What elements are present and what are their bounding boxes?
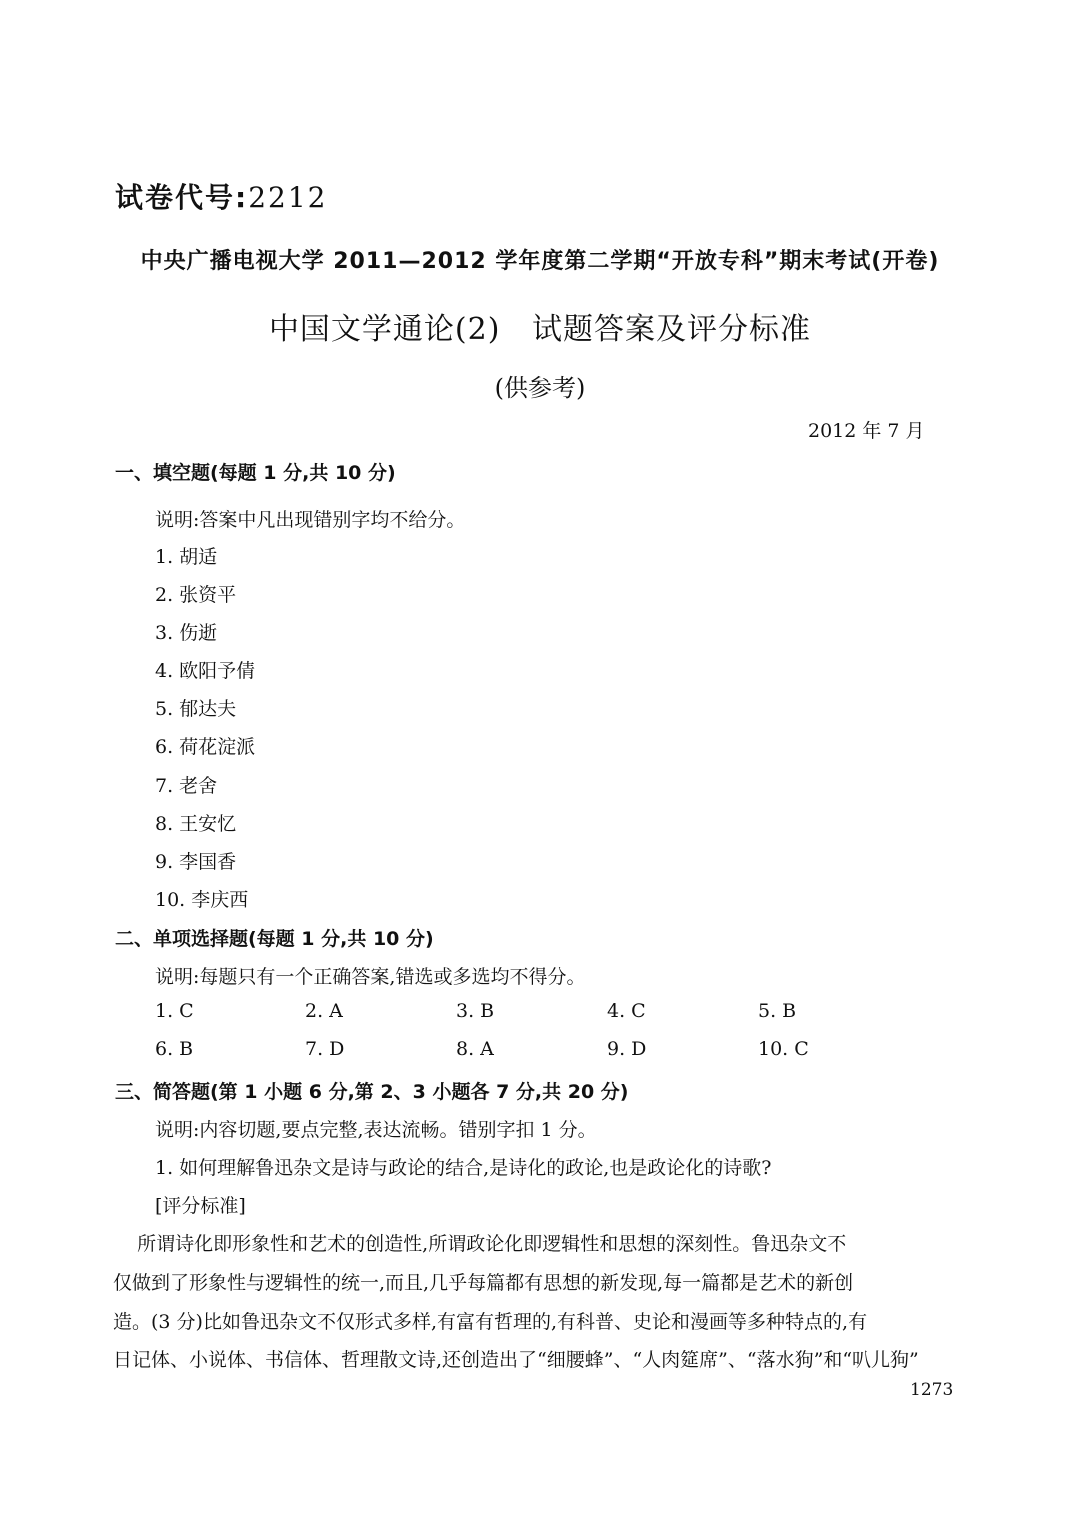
section1-title: 一、填空题(每题 1 分,共 10 分)	[115, 462, 396, 484]
question-1: 1. 如何理解鲁迅杂文是诗与政论的结合,是诗化的政论,也是政论化的诗歌?	[155, 1157, 772, 1179]
section2-note: 说明:每题只有一个正确答案,错选或多选均不得分。	[155, 966, 586, 988]
answer-paragraph-line-2: 仅做到了形象性与逻辑性的统一,而且,几乎每篇都有思想的新发现,每一篇都是艺术的新创	[113, 1272, 854, 1294]
fill-answer-9: 9. 李国香	[155, 851, 237, 873]
fill-answer-8: 8. 王安忆	[155, 813, 237, 835]
choice-answer-5: 5. B	[758, 1000, 797, 1022]
exam-date: 2012 年 7 月	[808, 420, 925, 442]
choice-answer-3: 3. B	[456, 1000, 495, 1022]
choice-answer-7: 7. D	[305, 1038, 345, 1060]
answer-paragraph-line-1: 所谓诗化即形象性和艺术的创造性,所谓政论化即逻辑性和思想的深刻性。鲁迅杂文不	[113, 1233, 847, 1255]
choice-answer-2: 2. A	[305, 1000, 343, 1022]
section2-title: 二、单项选择题(每题 1 分,共 10 分)	[115, 928, 434, 950]
choice-answer-6: 6. B	[155, 1038, 194, 1060]
choice-answer-4: 4. C	[607, 1000, 646, 1022]
fill-answer-6: 6. 荷花淀派	[155, 736, 256, 758]
fill-answer-7: 7. 老舍	[155, 775, 218, 797]
page-number: 1273	[910, 1380, 954, 1400]
subject-title: 中国文学通论(2) 试题答案及评分标准	[268, 312, 812, 347]
fill-answer-5: 5. 郁达夫	[155, 698, 237, 720]
choice-answer-9: 9. D	[607, 1038, 647, 1060]
criteria-label: [评分标准]	[155, 1195, 246, 1217]
fill-answer-1: 1. 胡适	[155, 546, 218, 568]
fill-answer-4: 4. 欧阳予倩	[155, 660, 256, 682]
university-exam-text: 中央广播电视大学 2011—2012 学年度第二学期“开放专科”期末考试(开卷)	[140, 249, 940, 274]
choice-answer-10: 10. C	[758, 1038, 809, 1060]
answer-paragraph-line-3: 造。(3 分)比如鲁迅杂文不仅形式多样,有富有哲理的,有科普、史论和漫画等多种特点的,有	[113, 1311, 868, 1333]
answer-paragraph-line-4: 日记体、小说体、书信体、哲理散文诗,还创造出了“细腰蜂”、“人肉筵席”、“落水狗”和“叭儿狗”	[113, 1349, 919, 1371]
section3-title: 三、简答题(第 1 小题 6 分,第 2、3 小题各 7 分,共 20 分)	[115, 1081, 629, 1103]
paper-code	[115, 176, 327, 216]
paper-code-label: 试卷代号:	[115, 181, 249, 214]
choice-answer-8: 8. A	[456, 1038, 494, 1060]
paper-code-number: 2212	[248, 181, 328, 214]
choice-answer-1: 1. C	[155, 1000, 194, 1022]
fill-answer-2: 2. 张资平	[155, 584, 237, 606]
fill-answer-10: 10. 李庆西	[155, 889, 249, 911]
university-exam-line	[0, 244, 1080, 275]
reference-note: (供参考)	[494, 374, 586, 402]
section1-note: 说明:答案中凡出现错别字均不给分。	[155, 509, 466, 531]
section3-note: 说明:内容切题,要点完整,表达流畅。错别字扣 1 分。	[155, 1119, 597, 1141]
fill-answer-3: 3. 伤逝	[155, 622, 218, 644]
